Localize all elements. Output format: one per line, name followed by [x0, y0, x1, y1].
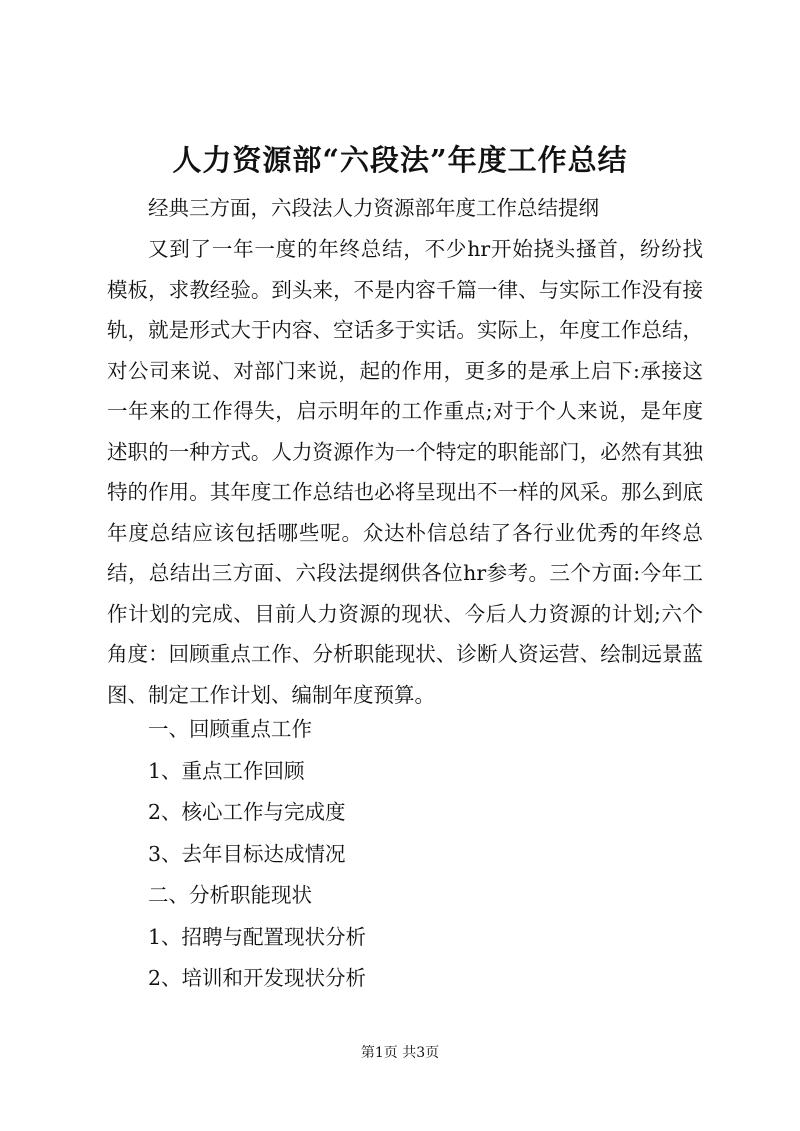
outline-list — [148, 709, 708, 1000]
outline-item: 1、重点工作回顾 — [148, 758, 305, 783]
outline-heading: 二、分析职能现状 — [148, 883, 312, 907]
outline-item: 1、招聘与配置现状分析 — [148, 924, 367, 949]
outline-item: 2、培训和开发现状分析 — [148, 966, 367, 990]
body-paragraph: 又到了一年一度的年终总结，不少hr开始挠头搔首，纷纷找模板，求教经验。到头来，不是内容千篇一律、与实际工作没有接轨，就是形式大于内容、空话多于实话。实际上，年度工作总结，对公司来说、对部门来说，起的作用，更多的是承上启下:承接这一年来的工作得失，启示明年的工作重点;对于个人来说，是年度述职的一种方式。人力资源作为一个特定的职能部门，必然有其独特的作用。其年度工作总结也必将呈现出不一样的风采。那么到底年度总结应该包括哪些呢。众达朴信总结了各行业优秀的年终总结，总结出三方面、六段法提纲供各位hr参考。三个方面:今年工作计划的完成、目前人力资源的现状、今后人力资源的计划;六个角度：回顾重点工作、分析职能现状、诊断人资运营、绘制远景蓝图、制定工作计划、编制年度预算。 — [107, 237, 703, 707]
document-title: 人力资源部“六段法”年度工作总结 — [172, 143, 628, 177]
outline-item: 2、核心工作与完成度 — [148, 800, 346, 824]
page-number-footer: 第1页 共3页 — [360, 1045, 440, 1061]
document-subtitle: 经典三方面，六段法人力资源部年度工作总结提纲 — [148, 196, 599, 220]
outline-item: 3、去年目标达成情况 — [148, 841, 346, 866]
outline-heading: 一、回顾重点工作 — [148, 717, 312, 741]
